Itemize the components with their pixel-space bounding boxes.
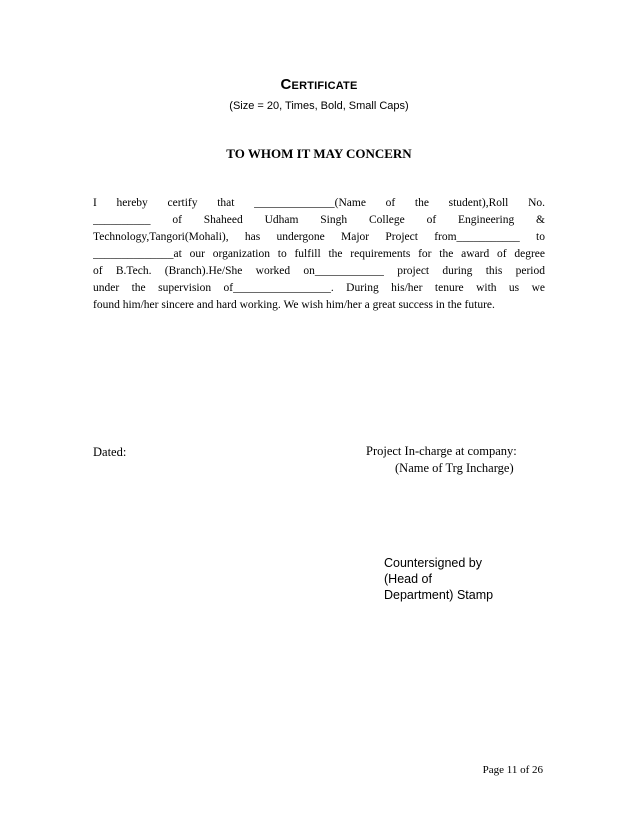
countersign-line: (Head of: [384, 572, 432, 586]
incharge-name: (Name of Trg Incharge): [395, 461, 514, 475]
incharge-block: [366, 443, 517, 477]
countersign-line: Countersigned by: [384, 556, 482, 570]
certificate-title: Certificate: [280, 76, 358, 93]
body-line: __________ of Shaheed Udham Singh College of Engineering &: [93, 214, 545, 226]
dated-label: Dated:: [93, 445, 127, 459]
certificate-heading: TO WHOM IT MAY CONCERN: [226, 146, 412, 161]
body-line: I hereby certify that ______________(Name of the student),Roll No.: [93, 197, 545, 209]
page-number: Page 11 of 26: [482, 764, 543, 776]
body-line: found him/her sincere and hard working. We wish him/her a great success in the future.: [93, 299, 495, 311]
body-line: Technology,Tangori(Mohali), has undergone Major Project from___________ to: [93, 231, 545, 243]
countersign-block: [384, 555, 493, 603]
certificate-body: [93, 195, 545, 314]
incharge-title: Project In-charge at company:: [366, 444, 517, 458]
body-line: ______________at our organization to fulfill the requirements for the award of degree: [93, 248, 545, 260]
title-format-note: (Size = 20, Times, Bold, Small Caps): [229, 100, 409, 112]
body-line: of B.Tech. (Branch).He/She worked on____________ project during this period: [93, 265, 545, 277]
countersign-line: Department) Stamp: [384, 588, 494, 602]
body-line: under the supervision of_________________. During his/her tenure with us we: [93, 282, 545, 294]
